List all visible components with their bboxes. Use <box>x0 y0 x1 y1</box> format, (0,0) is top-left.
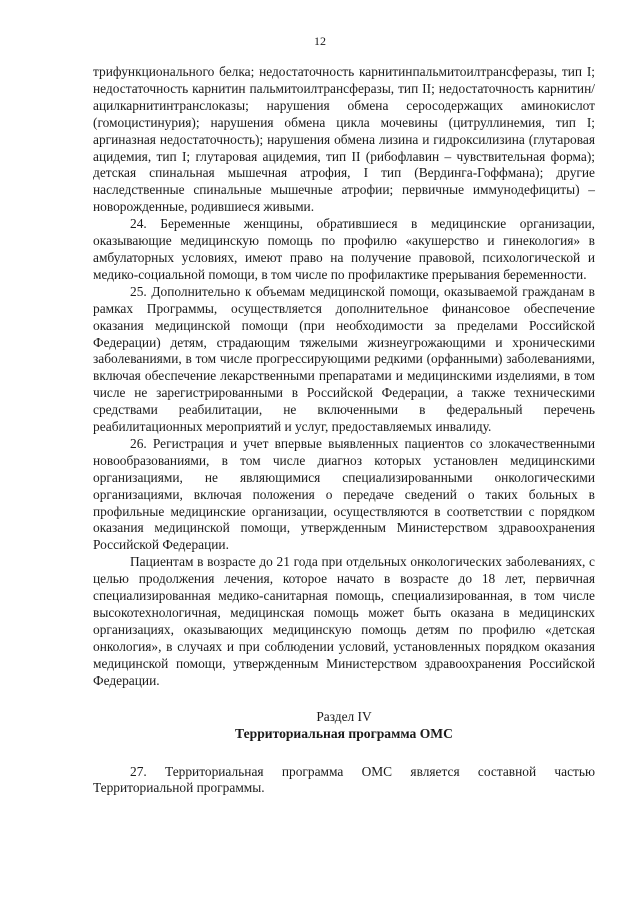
page-number: 12 <box>314 34 326 48</box>
paragraph-25: 25. Дополнительно к объемам медицинской помощи, оказываемой гражданам в рамках Программы, осуществляется дополнительное финансовое обеспечение оказания медицинской помощи (при необходимости за пределами Российской Федерации) детям, страдающим тяжелыми жизнеугрожающими и хроническими заболеваниями, в том числе прогрессирующими редкими (орфанными) заболеваниями, включая обеспечение лекарственными препаратами и медицинскими изделиями, в том числе не зарегистрированными в Российской Федерации, а также техническими средствами реабилитации, не включенными в федеральный перечень реабилитационных мероприятий и услуг, предоставляемых инвалиду. <box>93 283 595 435</box>
document-body <box>93 64 595 797</box>
section-title: Территориальная программа ОМС <box>235 725 453 741</box>
paragraph-26: 26. Регистрация и учет впервые выявленных пациентов со злокачественными новообразованиями, в том числе диагноз которых установлен медицинскими организациями, не являющимися специализированными онкологическими организациями, включая положения о передаче сведений о таких больных в профильные медицинские организации, осуществляются в соответствии с порядком оказания медицинской помощи, утвержденным Министерством здравоохранения Российской Федерации. <box>93 435 595 553</box>
paragraph-27: 27. Территориальная программа ОМС является составной частью Территориальной программы. <box>93 763 595 796</box>
paragraph-26-continued: Пациентам в возрасте до 21 года при отдельных онкологических заболеваниях, с целью продолжения лечения, которое начато в возрасте до 18 лет, первичная специализированная медико-санитарная помощь, специализированная, в том числе высокотехнологичная, медицинская помощь может быть оказана в медицинских организациях, оказывающих медицинскую помощь детям по профилю «детская онкология», в случаях и при соблюдении условий, установленных порядком оказания медицинской помощи, утвержденным Министерством здравоохранения Российской Федерации. <box>93 554 595 688</box>
paragraph-continuation: трифункционального белка; недостаточность карнитинпальмитоилтрансферазы, тип I; недостаточность карнитин пальмитоилтрансферазы, тип II; недостаточность карнитин/ацилкарнитинтранслоказы; нарушения обмена серосодержащих аминокислот (гомоцистинурия); нарушения обмена цикла мочевины (цитруллинемия, тип I; аргиназная недостаточность); нарушения обмена лизина и гидроксилизина (глутаровая ацидемия, тип I; глутаровая ацидемия, тип II (рибофлавин – чувствительная форма); детская спинальная мышечная атрофия, I тип (Вердинга-Гоффмана); другие наследственные спинальные мышечные атрофии; первичные иммунодефициты) – новорожденные, родившиеся живыми. <box>93 64 595 215</box>
section-heading <box>93 708 595 743</box>
paragraph-24: 24. Беременные женщины, обратившиеся в медицинские организации, оказывающие медицинскую помощь по профилю «акушерство и гинекология» в амбулаторных условиях, имеют право на получение правовой, психологической и медико-социальной помощи, в том числе по профилактике прерывания беременности. <box>93 216 595 282</box>
section-number: Раздел IV <box>316 708 372 724</box>
